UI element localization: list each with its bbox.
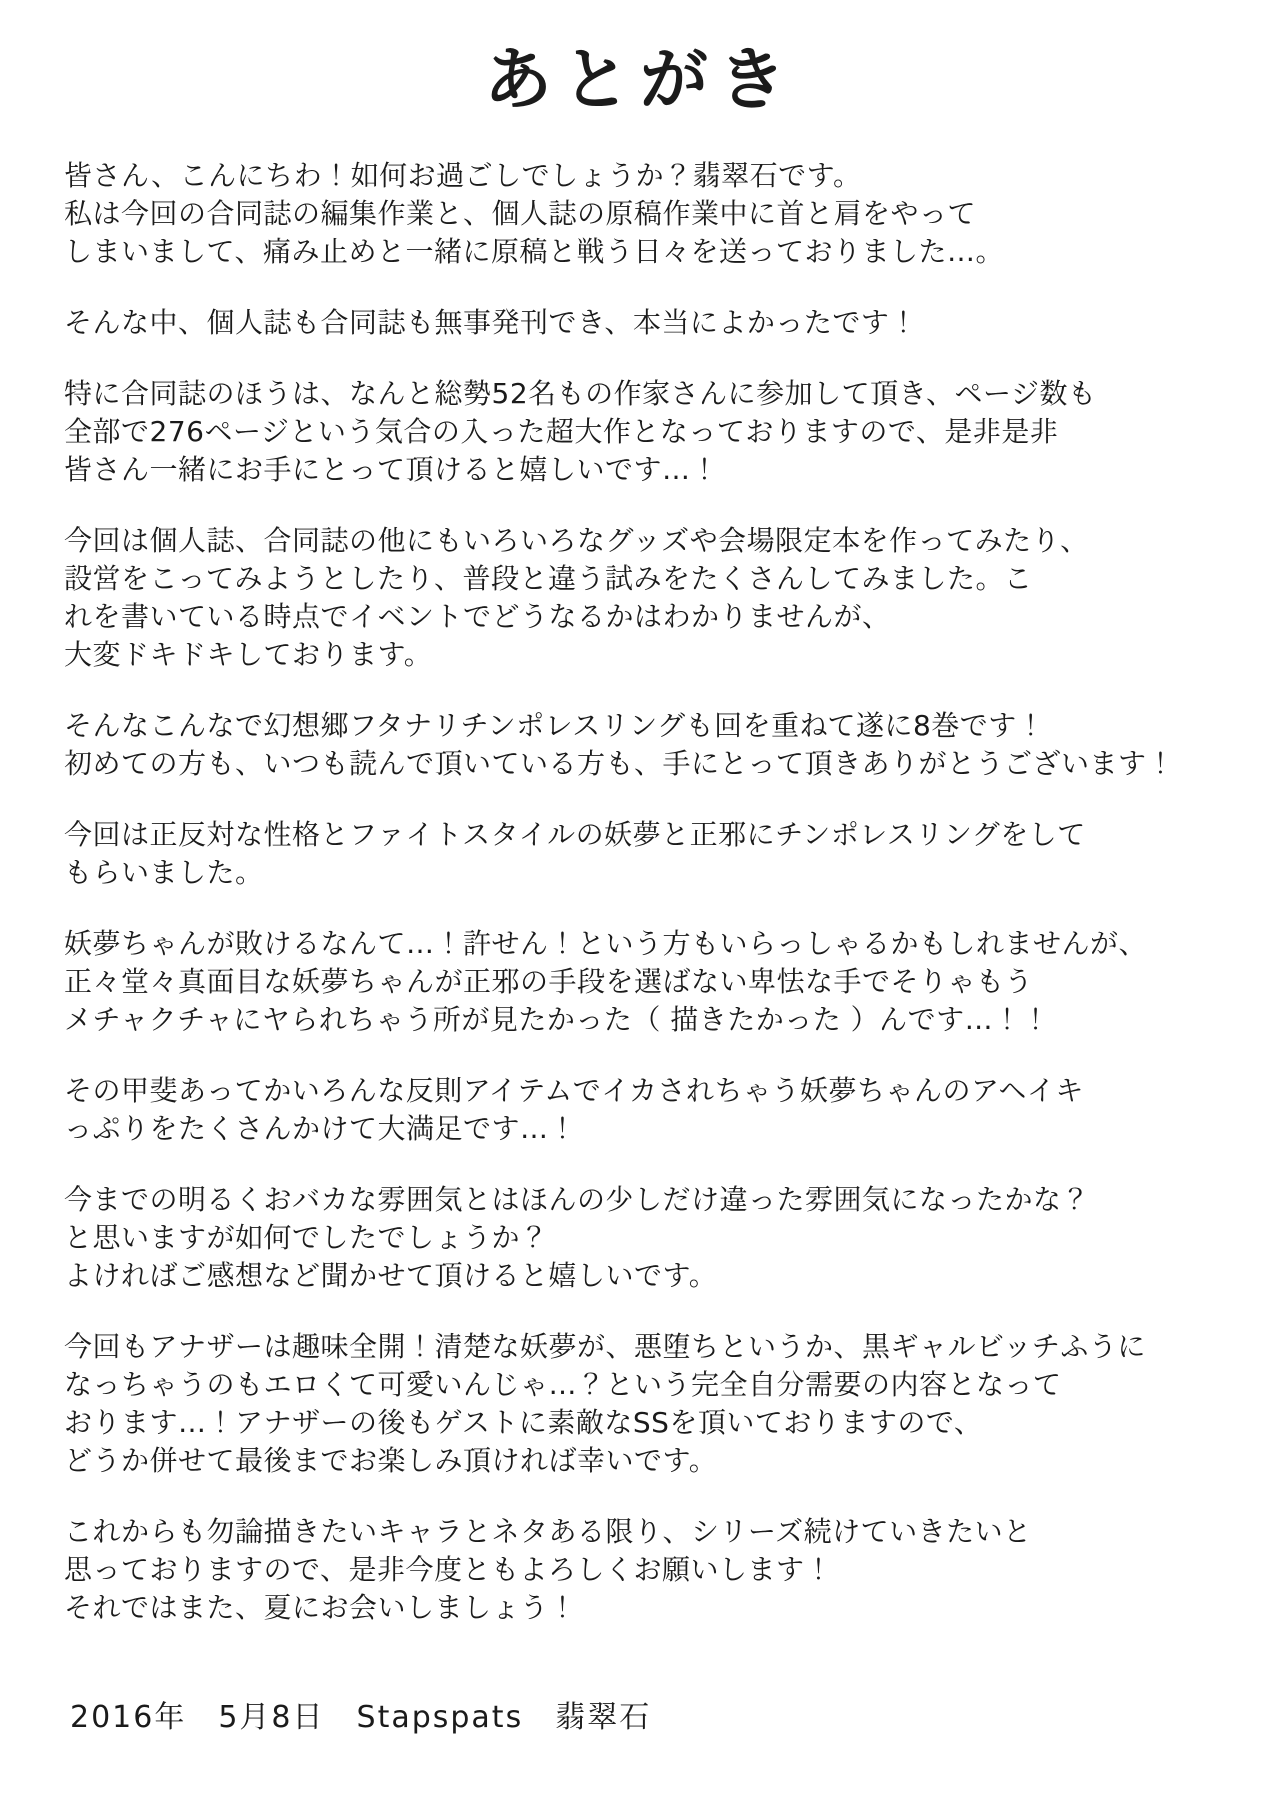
paragraph <box>64 1072 1124 1148</box>
text-line: 今回は個人誌、合同誌の他にもいろいろなグッズや会場限定本を作ってみたり、 <box>64 523 1089 557</box>
text-line: 全部で276ページという気合の入った超大作となっておりますので、是非是非 <box>64 414 1059 448</box>
paragraph <box>64 304 1124 342</box>
text-line: その甲斐あってかいろんな反則アイテムでイカされちゃう妖夢ちゃんのアヘイキ <box>64 1073 1084 1107</box>
paragraph <box>64 925 1148 1039</box>
text-line: 今回は正反対な性格とファイトスタイルの妖夢と正邪にチンポレスリングをして <box>64 817 1086 851</box>
paragraph <box>64 157 1124 271</box>
text-line: 思っておりますので、是非今度ともよろしくお願いします！ <box>64 1552 833 1586</box>
text-line: おります…！アナザーの後もゲストに素敵なSSを頂いておりますので、 <box>64 1405 983 1439</box>
text-line: と思いますが如何でしたでしょうか？ <box>64 1220 549 1254</box>
text-line: もらいました。 <box>64 855 264 889</box>
text-line: っぷりをたくさんかけて大満足です…！ <box>64 1111 578 1145</box>
text-line: 私は今回の合同誌の編集作業と、個人誌の原稿作業中に首と肩をやって <box>64 196 977 230</box>
text-line: 皆さん一緒にお手にとって頂けると嬉しいです…！ <box>64 452 719 486</box>
signature-line: 2016年 5月8日 Stapspats 翡翠石 <box>70 1700 652 1735</box>
text-line: 特に合同誌のほうは、なんと総勢52名もの作家さんに参加して頂き、ページ数も <box>64 376 1097 410</box>
paragraph <box>64 1181 1124 1295</box>
text-line: 今までの明るくおバカな雰囲気とはほんの少しだけ違った雰囲気になったかな？ <box>64 1182 1091 1216</box>
text-line: 妖夢ちゃんが敗けるなんて…！許せん！という方もいらっしゃるかもしれませんが、 <box>64 926 1148 960</box>
text-line: なっちゃうのもエロくて可愛いんじゃ…？という完全自分需要の内容となって <box>64 1367 1062 1401</box>
text-line: それではまた、夏にお会いしましょう！ <box>64 1590 578 1624</box>
text-line: 大変ドキドキしております。 <box>64 637 433 671</box>
text-line: どうか併せて最後までお楽しみ頂ければ幸いです。 <box>64 1443 718 1477</box>
text-line: そんな中、個人誌も合同誌も無事発刊でき、本当によかったです！ <box>64 305 918 339</box>
text-line: メチャクチャにヤられちゃう所が見たかった（ 描きたかった ）んです…！！ <box>64 1002 1051 1036</box>
text-line: そんなこんなで幻想郷フタナリチンポレスリングも回を重ねて遂に8巻です！ <box>64 708 1046 742</box>
paragraph <box>64 1328 1146 1480</box>
paragraph <box>64 522 1124 674</box>
afterword-body <box>64 157 1175 1627</box>
text-line: これからも勿論描きたいキャラとネタある限り、シリーズ続けていきたいと <box>64 1514 1032 1548</box>
text-line: 皆さん、こんにちわ！如何お過ごしでしょうか？翡翠石です。 <box>64 158 862 192</box>
paragraph <box>64 707 1175 783</box>
paragraph <box>64 1513 1124 1627</box>
text-line: 今回もアナザーは趣味全開！清楚な妖夢が、悪堕ちというか、黒ギャルビッチふうに <box>64 1329 1146 1363</box>
paragraph <box>64 816 1124 892</box>
text-line: 設営をこってみようとしたり、普段と違う試みをたくさんしてみました。こ <box>64 561 1033 595</box>
text-line: れを書いている時点でイベントでどうなるかはわかりませんが、 <box>64 599 891 633</box>
page-title: あとがき <box>483 41 796 120</box>
text-line: しまいまして、痛み止めと一緒に原稿と戦う日々を送っておりました…。 <box>64 234 1004 268</box>
text-line: よければご感想など聞かせて頂けると嬉しいです。 <box>64 1258 718 1292</box>
text-line: 正々堂々真面目な妖夢ちゃんが正邪の手段を選ばない卑怯な手でそりゃもう <box>64 964 1034 998</box>
text-line: 初めての方も、いつも読んで頂いている方も、手にとって頂きありがとうございます！ <box>64 746 1175 780</box>
paragraph <box>64 375 1124 489</box>
